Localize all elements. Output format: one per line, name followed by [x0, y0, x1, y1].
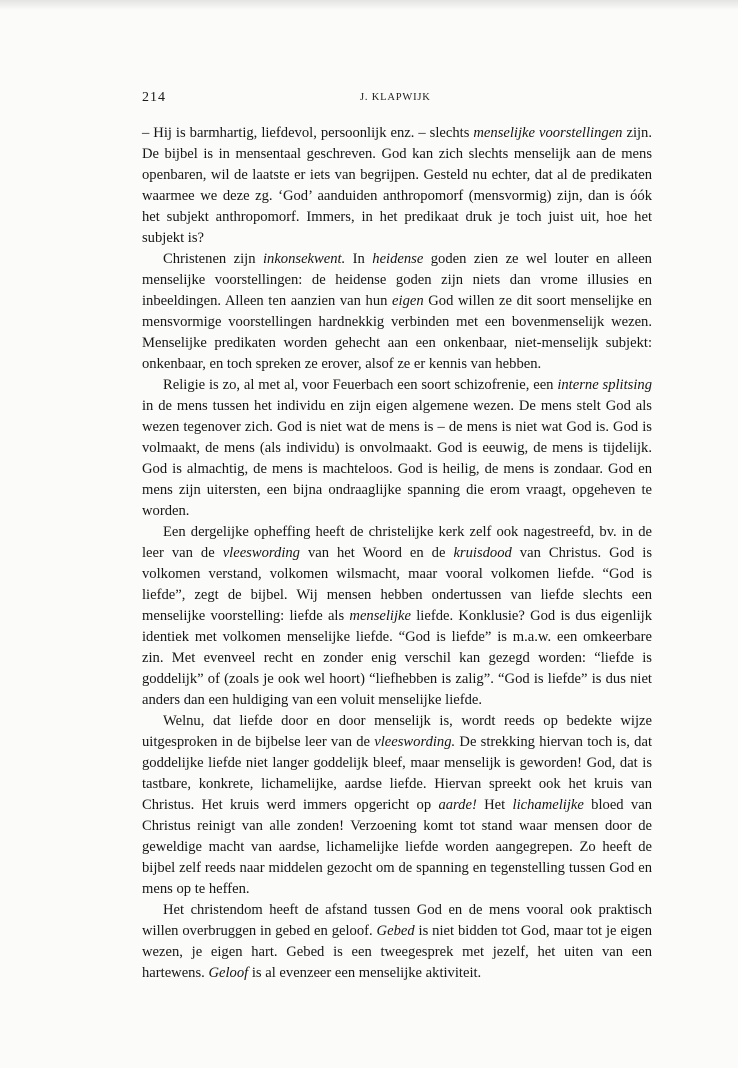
- italic-text-run: menselijke voorstellingen: [473, 125, 623, 141]
- italic-text-run: vleeswording: [222, 545, 300, 561]
- text-run: God willen ze dit soort menselijke en mensvormige voorstellingen hardnekkig verbinden met een bovenmenselijk wezen. Menselijke predikaten worden gehecht aan een onkenbaar, niet-menselijk subjekt: onkenbaar, en toch spreken ze erover, alsof ze er kennis van hebben.: [142, 293, 652, 372]
- text-run: bloed van Christus reinigt van alle zonden! Verzoening komt tot stand waar mensen door de geweldige macht van aardse, lichamelijke liefde worden aangegrepen. Zo heeft de bijbel zelf reeds naar middelen gezocht om de spanning en tegenstelling tussen God en mens op te heffen.: [142, 797, 652, 897]
- paragraph: [142, 900, 652, 984]
- body-text: [142, 123, 652, 984]
- italic-text-run: Gebed: [376, 923, 415, 939]
- text-run: Het: [476, 797, 513, 813]
- text-run: Religie is zo, al met al, voor Feuerbach een soort schizofrenie, een: [163, 377, 558, 393]
- paragraph: [142, 249, 652, 375]
- page-edge-shadow: [0, 0, 738, 10]
- page-number: 214: [142, 90, 166, 105]
- text-run: van het Woord en de: [299, 545, 454, 561]
- italic-text-run: vleeswording.: [374, 734, 456, 750]
- italic-text-run: interne splitsing: [557, 377, 652, 393]
- italic-text-run: menselijke: [349, 608, 411, 624]
- text-run: goden zien ze wel louter en alleen menselijke voorstellingen: de heidense goden zijn niets dan vrome illusies en inbeeldingen. Alleen ten aanzien van hun: [142, 251, 652, 309]
- text-run: In: [345, 251, 373, 267]
- text-run: zijn. De bijbel is in mensentaal geschreven. God kan zich slechts menselijk aan de mens openbaren, wil de laatste er iets van begrijpen. Gesteld nu echter, dat al de predikaten waarmee we deze zg. ‘God’ aanduiden anthropomorf (mensvormig) zijn, dan is óók het subjekt anthropomorf. Immers, in het predikaat druk je toch juist uit, hoe het subjekt is?: [142, 125, 652, 246]
- paragraph: [142, 711, 652, 900]
- italic-text-run: kruisdood: [453, 545, 512, 561]
- text-run: – Hij is barmhartig, liefdevol, persoonlijk enz. – slechts: [142, 125, 474, 141]
- running-head-author: J. KLAPWIJK: [360, 92, 431, 103]
- italic-text-run: Geloof: [208, 965, 249, 981]
- text-run: is al evenzeer een menselijke aktiviteit.: [248, 965, 482, 981]
- paragraph: [142, 123, 652, 249]
- paragraph: [142, 375, 652, 522]
- text-run: Welnu, dat liefde door en door menselijk is, wordt reeds op bedekte wijze uitgesproken in de bijbelse leer van de: [142, 713, 652, 750]
- text-run: liefde. Konklusie? God is dus eigenlijk identiek met volkomen menselijke liefde. “God is liefde” is m.a.w. een omkeerbare zin. Met evenveel recht en zonder enig verschil kan gezegd worden: “liefde is goddelijk” of (zoals je ook wel hoort) “liefhebben is zalig”. “God is liefde” is dus niet anders dan een huldiging van een voluit menselijke liefde.: [142, 608, 652, 708]
- italic-text-run: inkonsekwent.: [262, 251, 346, 267]
- text-run: in de mens tussen het individu en zijn eigen algemene wezen. De mens stelt God als wezen tegenover zich. God is niet wat de mens is – de mens is niet wat God is. God is volmaakt, de mens (als individu) is onvolmaakt. God is eeuwig, de mens is tijdelijk. God is almachtig, de mens is machteloos. God is heilig, de mens is zondaar. God en mens zijn uitersten, een bijna ondraaglijke spanning die erom vraagt, opgeheven te worden.: [142, 398, 652, 519]
- italic-text-run: lichamelijke: [512, 797, 584, 813]
- italic-text-run: aarde!: [438, 797, 477, 813]
- text-run: is niet bidden tot God, maar tot je eigen wezen, je eigen hart. Gebed is een tweegesprek met jezelf, het uiten van een hartewens.: [142, 923, 652, 981]
- text-run: Christenen zijn: [163, 251, 263, 267]
- text-run: Het christendom heeft de afstand tussen God en de mens vooral ook praktisch willen overbruggen in gebed en geloof.: [142, 902, 652, 939]
- text-run: van Christus. God is volkomen verstand, volkomen wilsmacht, maar vooral volkomen liefde. “God is liefde”, zegt de bijbel. Wij mensen hebben ondertussen van liefde slechts een menselijke voorstelling: liefde als: [142, 545, 652, 624]
- paragraph: [142, 522, 652, 711]
- italic-text-run: heidense: [372, 251, 424, 267]
- text-run: Een dergelijke opheffing heeft de christelijke kerk zelf ook nagestreefd, bv. in de leer van de: [142, 524, 652, 561]
- page-header: [142, 90, 652, 112]
- text-run: De strekking hiervan toch is, dat goddelijke liefde niet langer goddelijk bleef, maar menselijk is geworden! God, dat is tastbare, konkrete, lichamelijke, aardse liefde. Hiervan spreekt ook het kruis van Christus. Het kruis werd immers opgericht op: [142, 734, 653, 813]
- italic-text-run: eigen: [392, 293, 424, 309]
